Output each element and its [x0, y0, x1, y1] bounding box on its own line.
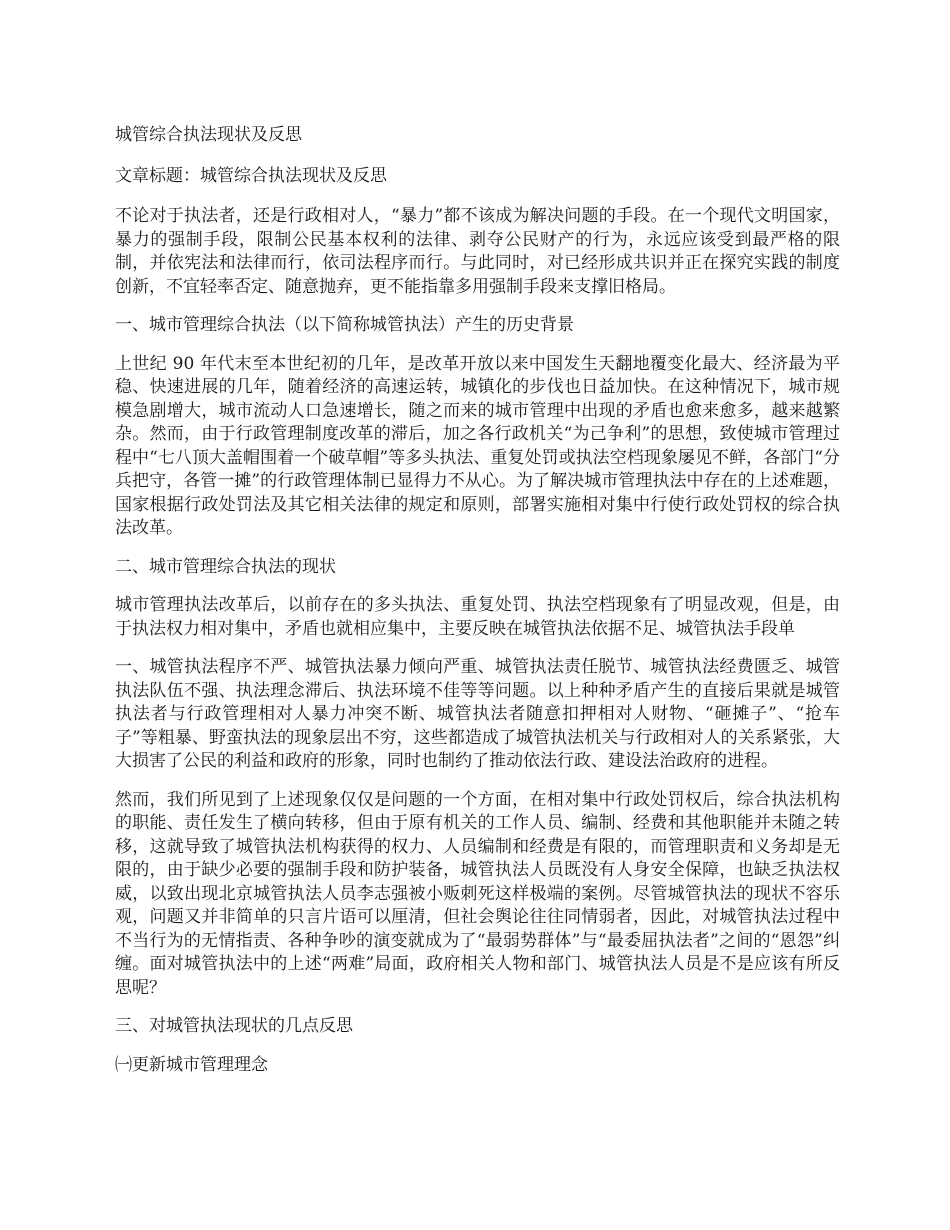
paragraph-status: 城市管理执法改革后，以前存在的多头执法、重复处罚、执法空档现象有了明显改观，但是，由于执法权力相对集中，矛盾也就相应集中，主要反映在城管执法依据不足、城管执法手段单 [115, 595, 840, 639]
section-heading-1: 一、城市管理综合执法（以下简称城管执法）产生的历史背景 [115, 315, 574, 335]
paragraph-intro: 不论对于执法者，还是行政相对人，“暴力”都不该成为解决问题的手段。在一个现代文明国家，暴力的强制手段，限制公民基本权利的法律、剥夺公民财产的行为，永远应该受到最严格的限制，并依宪法和法律而行，依司法程序而行。与此同时，对已经形成共识并正在探究实践的制度创新，不宜轻率否定、随意抛弃，更不能指靠多用强制手段来支撑旧格局。 [115, 206, 840, 297]
subsection-heading-1: ㈠更新城市管理理念 [115, 1054, 268, 1075]
article-title: 文章标题：城管综合执法现状及反思 [115, 165, 387, 186]
paragraph-problems: 一、城管执法程序不严、城管执法暴力倾向严重、城管执法责任脱节、城管执法经费匮乏、城管执法队伍不强、执法理念滞后、执法环境不佳等等问题。以上种种矛盾产生的直接后果就是城管执法者与行政管理相对人暴力冲突不断、城管执法者随意扣押相对人财物、“砸摊子”、“抢车子”等粗暴、野蛮执法的现象层出不穷，这些都造成了城管执法机关与行政相对人的关系紧张，大大损害了公民的利益和政府的形象，同时也制约了推动依法行政、建设法治政府的进程。 [115, 657, 840, 771]
section-heading-2: 二、城市管理综合执法的现状 [115, 556, 336, 577]
section-heading-3: 三、对城管执法现状的几点反思 [115, 1016, 353, 1036]
paragraph-analysis: 然而，我们所见到了上述现象仅仅是问题的一个方面，在相对集中行政处罚权后，综合执法机构的职能、责任发生了横向转移，但由于原有机关的工作人员、编制、经费和其他职能并未随之转移，这就导致了城管执法机构获得的权力、人员编制和经费是有限的，而管理职责和义务却是无限的，由于缺少必要的强制手段和防护装备，城管执法人员既没有人身安全保障，也缺乏执法权威，以致出现北京城管执法人员李志强被小贩刺死这样极端的案例。尽管城管执法的现状不容乐观，问题又并非简单的只言片语可以厘清，但社会舆论往往同情弱者，因此，对城管执法过程中不当行为的无情指责、各种争吵的演变就成为了“最弱势群体”与“最委屈执法者”之间的“恩怨”纠缠。面对城管执法中的上述“两难”局面，政府相关人物和部门、城管执法人员是不是应该有所反思呢？ [115, 789, 840, 998]
document-heading: 城管综合执法现状及反思 [115, 125, 302, 145]
paragraph-background: 上世纪 90 年代末至本世纪初的几年，是改革开放以来中国发生天翻地覆变化最大、经济最为平稳、快速进展的几年，随着经济的高速运转，城镇化的步伐也日益加快。在这种情况下，城市规模急剧增大，城市流动人口急速增长，随之而来的城市管理中出现的矛盾也愈来愈多，越来越繁杂。然而，由于行政管理制度改革的滞后，加之各行政机关“为己争利”的思想，致使城市管理过程中“七八顶大盖帽围着一个破草帽”等多头执法、重复处罚或执法空档现象屡见不鲜，各部门“分兵把守，各管一摊”的行政管理体制已显得力不从心。为了解决城市管理执法中存在的上述难题，国家根据行政处罚法及其它相关法律的规定和原则，部署实施相对集中行使行政处罚权的综合执法改革。 [115, 353, 840, 538]
